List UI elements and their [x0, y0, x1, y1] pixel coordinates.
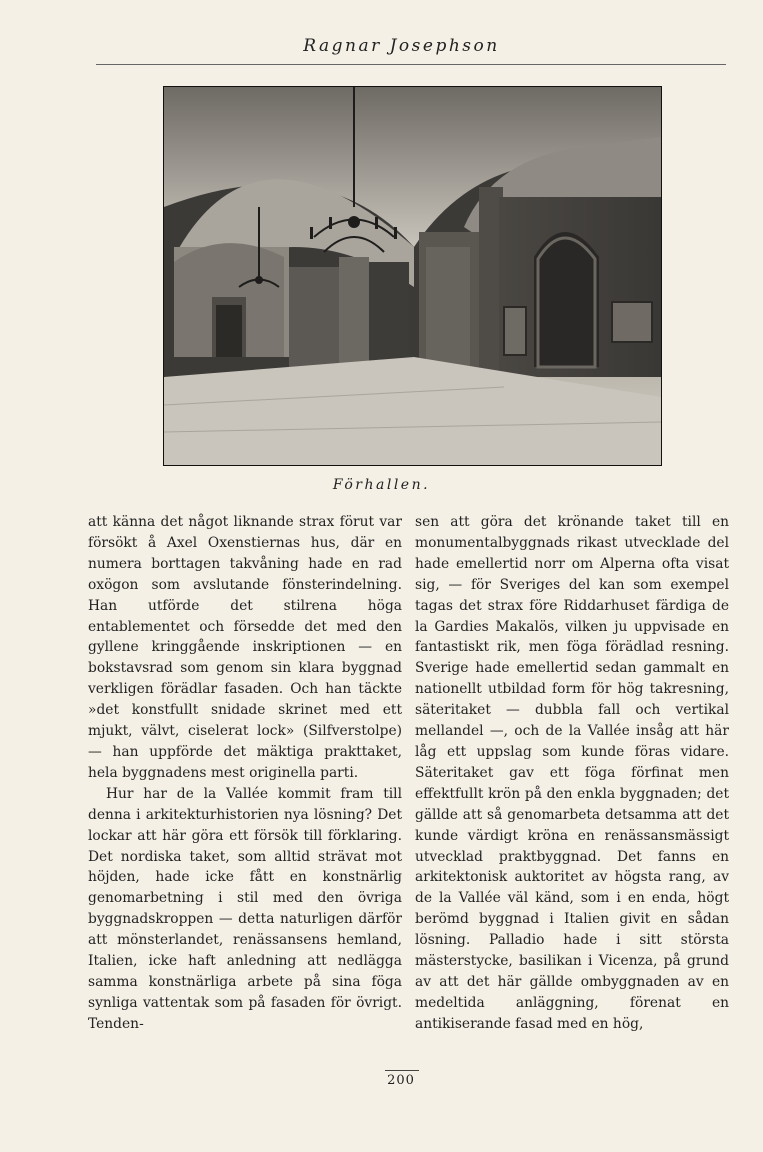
hall-photograph [163, 86, 662, 466]
text-column-right [415, 512, 729, 1035]
figure-caption: Förhallen. [332, 477, 431, 493]
running-head: Ragnar Josephson [303, 36, 500, 56]
paragraph: Hur har de la Vallée kommit fram till denna i arkitekturhistorien nya lösning? Det lockar att här göra ett försök till förklaring. Det nordiska taket, som alltid strävat mot höjden, hade icke fått en konstnärlig genomarbetning i stil med den övriga byggnadskroppen — detta naturligen därför att mönsterlandet, renässansens hemland, Italien, icke haft anledning att nedlägga samma konstnärliga arbete på sina föga synliga vattentak som på fasaden för övrigt. Tenden- [88, 785, 402, 1032]
text-column-left [88, 512, 402, 1035]
paragraph: sen att göra det krönande taket till en monumentalbyggnads rikast utvecklade del hade emellertid norr om Alperna ofta visat sig, — för Sveriges del kan som exempel tagas det strax före Riddarhuset färdiga de la Gardies Makalös, vilken ju uppvisade en fantastiskt rik, men föga förädlad resning. Sverige hade emellertid sedan gammalt en nationellt utbildad form för hög takresning, säteritaket — dubbla fall och vertikal mellandel —, och de la Vallée insåg att här låg ett uppslag som kunde föras vidare. Säteritaket gav ett föga förfinat men effektfullt krön på den enkla byggnaden; det gällde att så genomarbeta detsamma att det kunde värdigt kröna en renässansmässigt utvecklad praktbyggnad. Det fanns en arkitektonisk auktoritet av högsta rang, av de la Vallée väl känd, som i en enda, högt berömd byggnad i Italien givit en sådan lösning. Palladio hade i sitt största mästerstycke, basilikan i Vicenza, på grund av att det här gällde ombyggnaden av en medeltida anläggning, förenat en antikiserande fasad med en hög, [415, 514, 729, 1032]
paragraph: att känna det något liknande strax förut var försökt å Axel Oxenstiernas hus, där en numera borttagen takvåning hade en rad oxögon som avslutande fönsterindelning. Han utförde det stilrena höga entablementet och försedde det med den gyllene kringgående inskriptionen — en bokstavsrad som genom sin klara byggnad verkligen förädlar fasaden. Och han täckte »det konstfullt snidade skrinet med ett mjukt, välvt, ciselerat lock» (Silfverstolpe) — han uppförde det mäktiga prakttaket, hela byggnadens mest originella parti. [88, 514, 402, 781]
header-rule [96, 64, 726, 65]
vaulted-hall-illustration [164, 87, 661, 465]
page-number: 200 [387, 1073, 415, 1088]
folio-rule [385, 1070, 419, 1071]
